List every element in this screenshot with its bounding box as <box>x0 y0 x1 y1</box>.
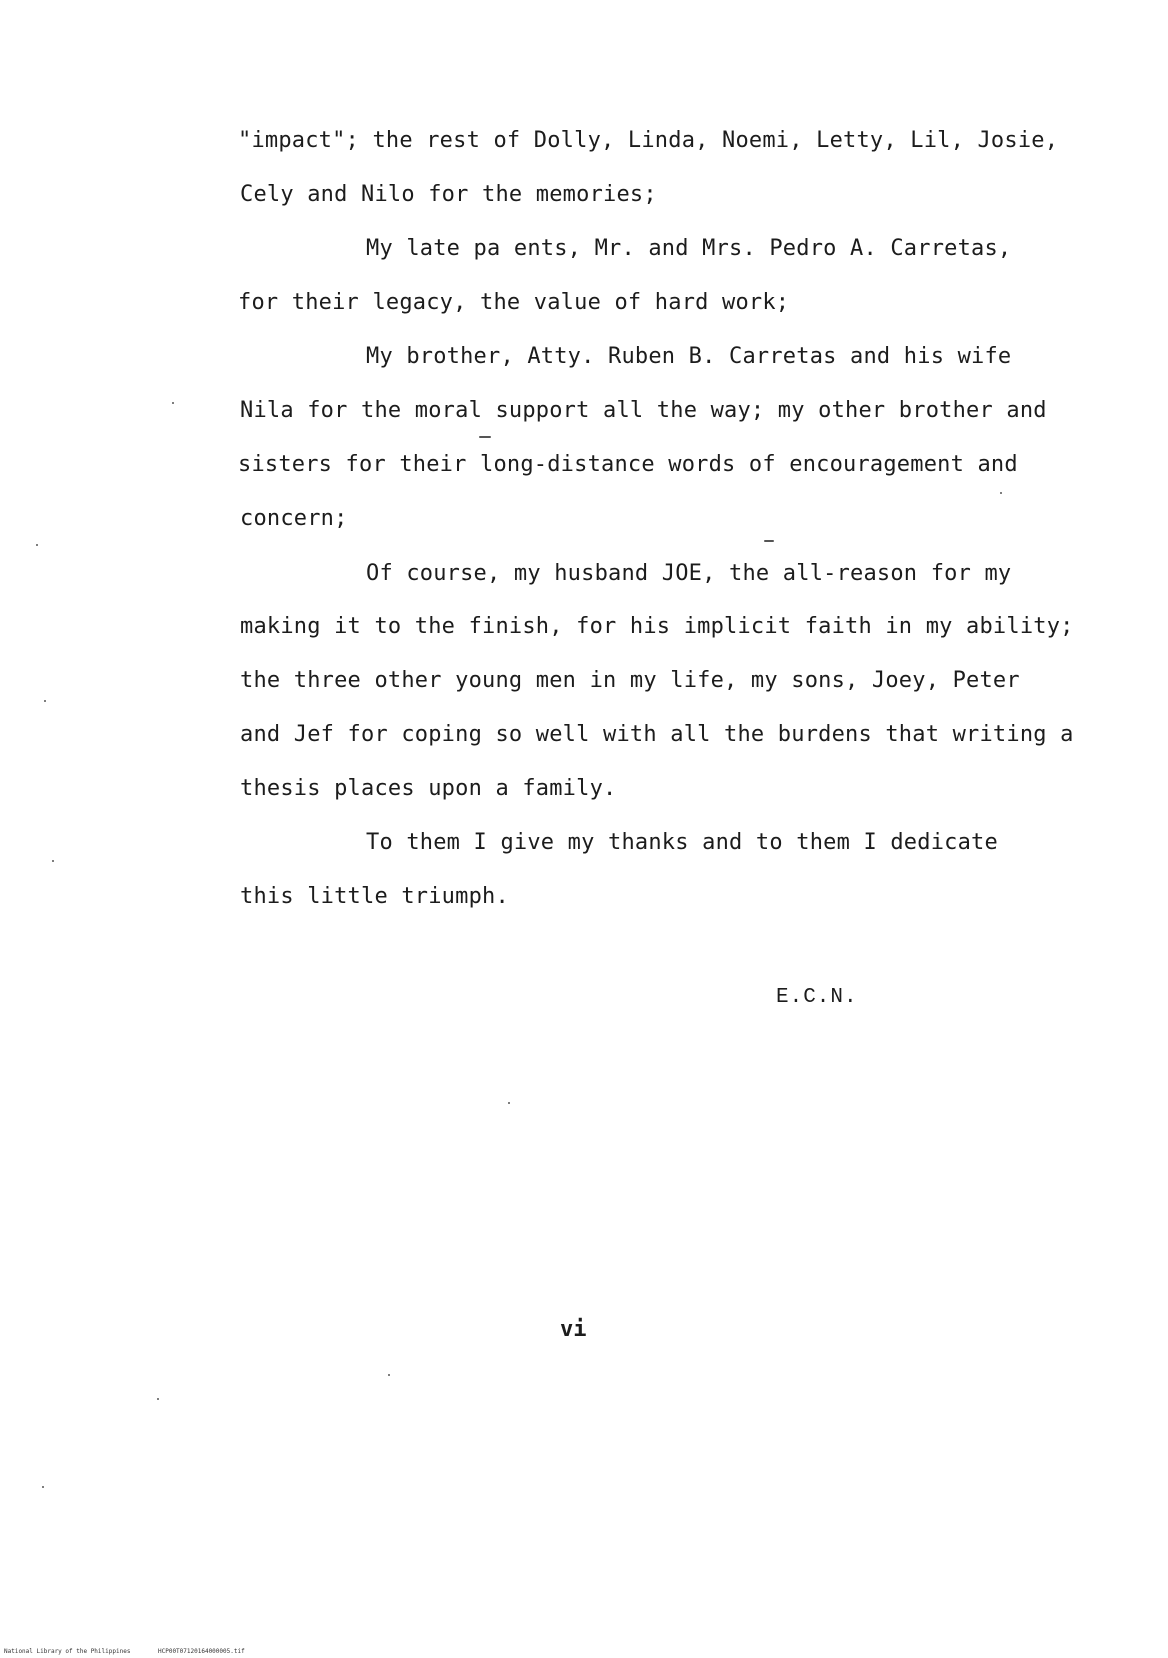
scan-speck <box>42 1486 44 1488</box>
scan-speck <box>388 1374 390 1376</box>
scan-speck <box>172 402 174 404</box>
text-line: To them I give my thanks and to them I dedicate <box>366 830 998 855</box>
text-line: thesis places upon a family. <box>240 776 617 801</box>
scan-speck <box>764 540 774 542</box>
text-line: Cely and Nilo for the memories; <box>240 182 657 207</box>
text-line: "impact"; the rest of Dolly, Linda, Noemi, Letty, Lil, Josie, <box>238 128 1059 153</box>
scan-speck <box>508 1102 510 1104</box>
text-line: for their legacy, the value of hard work; <box>238 290 790 315</box>
scan-speck <box>52 860 54 862</box>
scan-speck <box>44 700 46 702</box>
scan-speck <box>479 436 491 438</box>
text-line: concern; <box>240 506 348 531</box>
text-line: Of course, my husband JOE, the all-reason for my <box>366 561 1012 586</box>
text-line: and Jef for coping so well with all the burdens that writing a <box>240 722 1074 747</box>
text-line: this little triumph. <box>240 884 509 909</box>
scan-speck <box>1000 492 1002 494</box>
text-line: Nila for the moral support all the way; my other brother and <box>240 398 1047 423</box>
signature-initials: E.C.N. <box>776 986 858 1009</box>
footer-library-label: National Library of the Philippines <box>4 1648 131 1655</box>
footer-file-id: HCP00T07120164000005.tif <box>158 1648 245 1655</box>
text-line: My late pa ents, Mr. and Mrs. Pedro A. Carretas, <box>366 236 1012 261</box>
text-line: sisters for their long-distance words of encouragement and <box>238 452 1018 477</box>
scan-speck <box>157 1398 159 1400</box>
text-line: the three other young men in my life, my sons, Joey, Peter <box>240 668 1020 693</box>
page-number: vi <box>560 1317 587 1342</box>
scan-speck <box>36 544 38 546</box>
text-line: My brother, Atty. Ruben B. Carretas and his wife <box>366 344 1012 369</box>
text-line: making it to the finish, for his implicit faith in my ability; <box>240 614 1074 639</box>
